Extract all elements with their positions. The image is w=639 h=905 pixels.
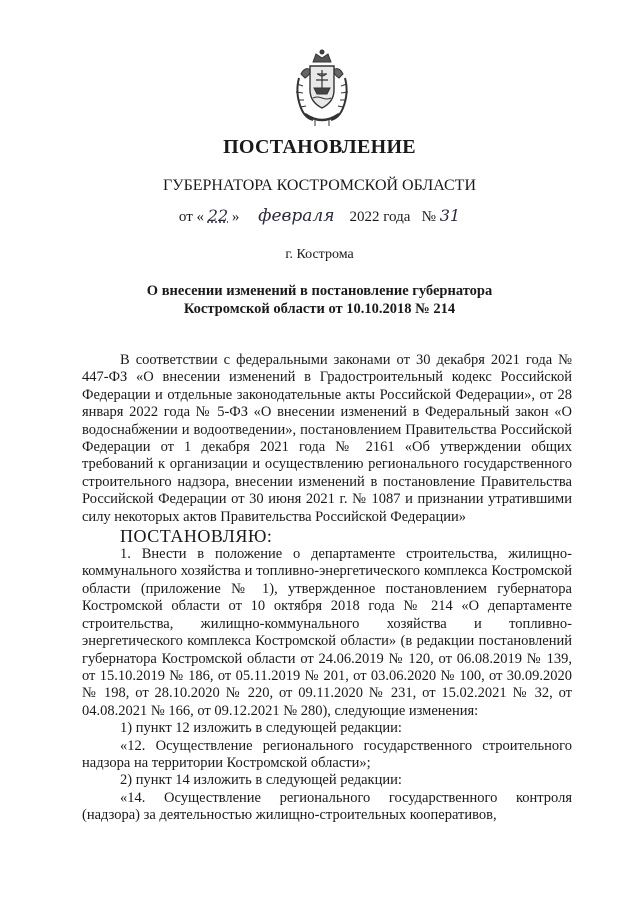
subject-line: О внесении изменений в постановление губернатора [146, 283, 493, 299]
document-subject [0, 282, 639, 318]
subitem-2: 2) пункт 14 изложить в следующей редакции: [120, 772, 402, 789]
issuing-authority: ГУБЕРНАТОРА КОСТРОМСКОЙ ОБЛАСТИ [162, 177, 476, 194]
number-prefix: № [421, 209, 436, 225]
date-line [0, 206, 639, 226]
date-separator: » [231, 209, 240, 225]
document-title: ПОСТАНОВЛЕНИЕ [223, 136, 416, 158]
document-body [82, 352, 572, 825]
date-prefix: от « [178, 209, 205, 225]
city: г. Кострома [285, 247, 354, 262]
subject-line: Костромской области от 10.10.2018 № 214 [183, 301, 456, 317]
item-1-paragraph: 1. Внести в положение о департаменте строительства, жилищно-коммунального хозяйства и топливно-энергетического комплекса Костромской области (приложение № 1), утвержденное постановлением губернатора Костромской области от 10 октября 2018 года № 214 «О департаменте строительства, жилищно-коммунального хозяйства и топливно-энергетического комплекса Костромской области» (в редакции постановлений губернатора Костромской области от 24.06.2019 № 120, от 06.08.2019 № 139, от 15.10.2019 № 186, от 05.11.2019 № 201, от 03.06.2020 № 100, от 30.09.2020 № 198, от 28.10.2020 № 220, от 09.11.2020 № 231, от 15.02.2021 № 32, от 04.08.2021 № 166, от 09.12.2021 № 280), следующие изменения: [82, 546, 572, 719]
quote-item-12: «12. Осуществление регионального государственного строительного надзора на территории Костромской области»; [82, 737, 572, 771]
quote-item-14: «14. Осуществление регионального государственного контроля (надзора) за деятельностью жилищно-строительных кооперативов, [82, 789, 572, 824]
handwritten-number: 31 [439, 206, 461, 225]
coat-of-arms-emblem [291, 48, 353, 128]
resolve-heading: ПОСТАНОВЛЯЮ: [120, 526, 273, 547]
handwritten-day: 22 [207, 206, 229, 225]
handwritten-month: февраля [258, 206, 335, 226]
subitem-1: 1) пункт 12 изложить в следующей редакции: [120, 720, 402, 737]
preamble-paragraph: В соответствии с федеральными законами от 30 декабря 2021 года № 447-ФЗ «О внесении изменений в Градостроительный кодекс Российской Федерации и отдельные законодательные акты Российской Федерации», от 28 января 2022 года № 5-ФЗ «О внесении изменений в Федеральный закон «О водоснабжении и водоотведении», постановлением Правительства Российской Федерации от 1 декабря 2021 года № 2161 «Об утверждении общих требований к организации и осуществлению регионального государственного строительного надзора, внесении изменений в постановление Правительства Российской Федерации от 30 июня 2021 г. № 1087 и признании утратившими силу некоторых актов Правительства Российской Федерации» [82, 352, 572, 525]
date-year: 2022 года [349, 209, 411, 225]
